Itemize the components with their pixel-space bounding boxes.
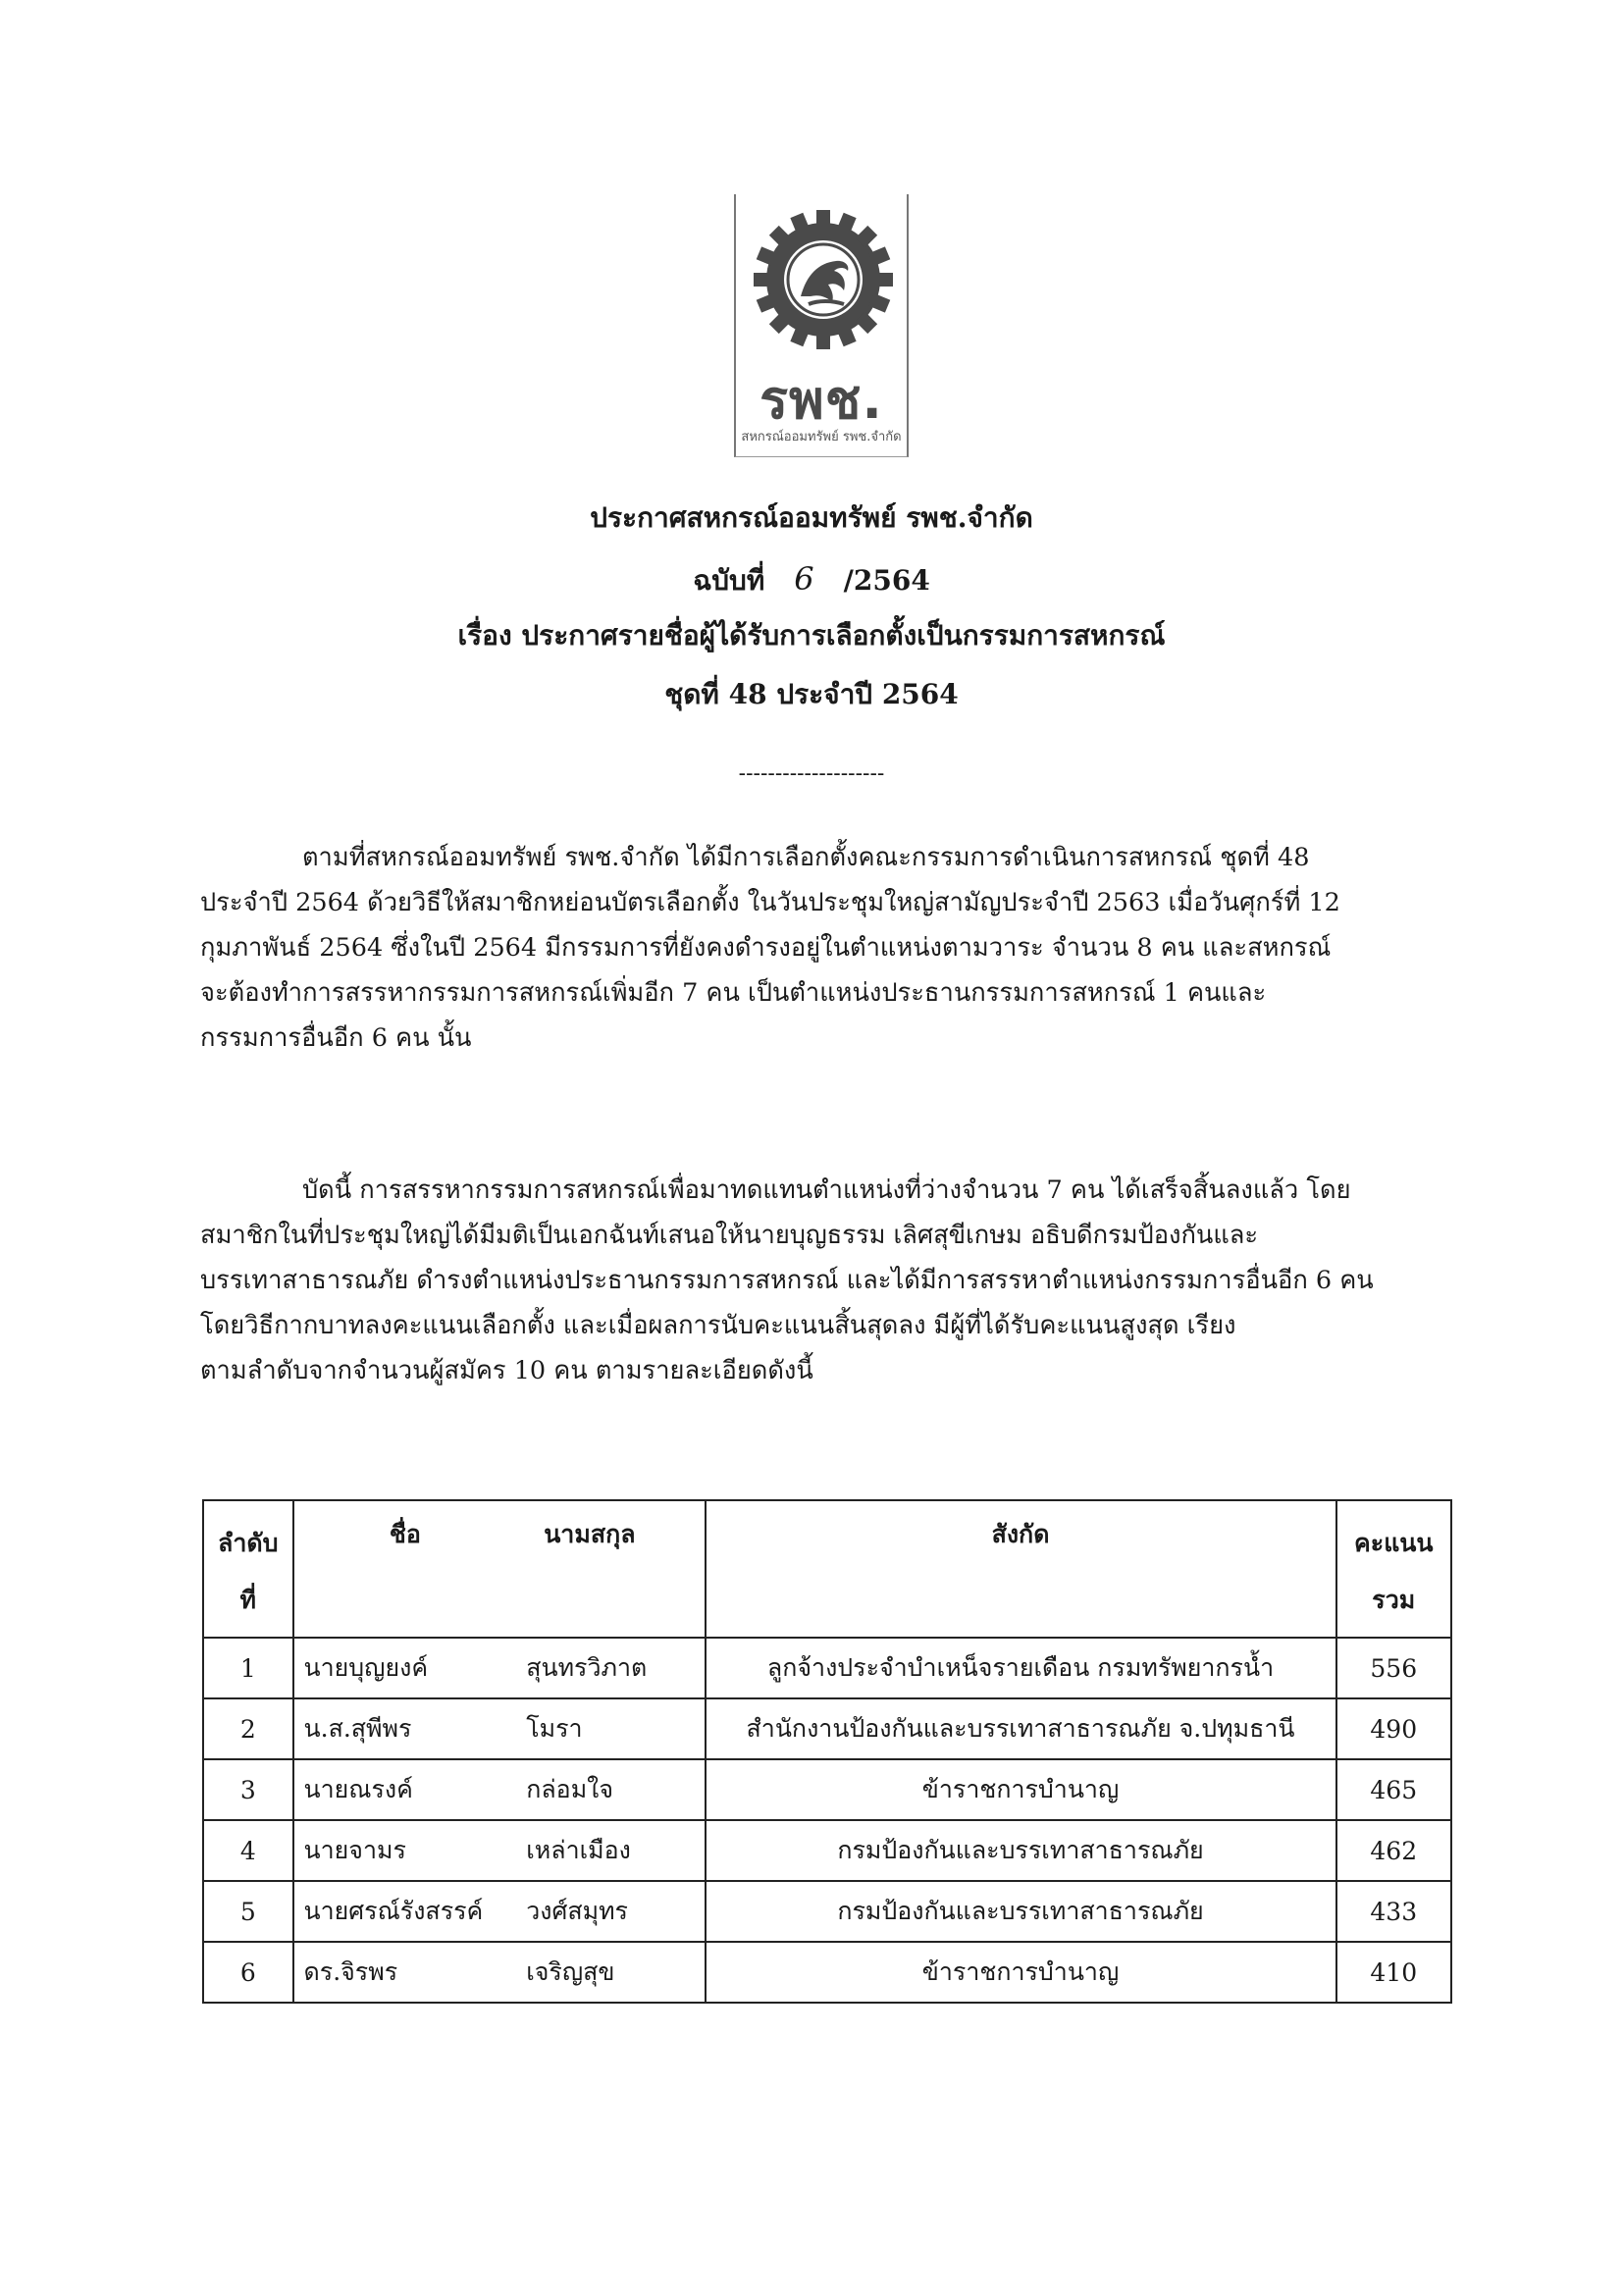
gear-emblem-icon [750, 206, 897, 353]
paragraph-result [200, 1168, 1452, 1393]
cell-no: 5 [203, 1881, 293, 1942]
cell-score: 433 [1336, 1881, 1451, 1942]
table-row [203, 1638, 1451, 1698]
paragraph-line: กุมภาพันธ์ 2564 ซึ่งในปี 2564 มีกรรมการที่ยังคงดำรงอยู่ในตำแหน่งตามวาระ จำนวน 8 คน และสหกรณ์ [200, 933, 1332, 963]
paragraph-line: จะต้องทำการสรรหากรรมการสหกรณ์เพิ่มอีก 7 คน เป็นตำแหน่งประธานกรรมการสหกรณ์ 1 คนและ [200, 978, 1267, 1008]
header-affiliation: สังกัด [706, 1500, 1336, 1638]
cell-last-name: เจริญสุข [516, 1942, 705, 2003]
cell-affiliation: ข้าราชการบำนาญ [706, 1942, 1336, 2003]
paragraph-line: ตามลำดับจากจำนวนผู้สมัคร 10 คน ตามรายละเอียดดังนี้ [200, 1356, 813, 1385]
issue-suffix: /2564 [843, 564, 930, 597]
table-row [203, 1881, 1451, 1942]
announcement-issue [294, 560, 1329, 598]
paragraph-line: บัดนี้ การสรรหากรรมการสหกรณ์เพื่อมาทดแทนตำแหน่งที่ว่างจำนวน 7 คน ได้เสร็จสิ้นลงแล้ว โดย [302, 1175, 1351, 1205]
header-first-name: ชื่อ [293, 1500, 517, 1638]
paragraph-line: ตามที่สหกรณ์ออมทรัพย์ รพช.จำกัด ได้มีการเลือกตั้งคณะกรรมการดำเนินการสหกรณ์ ชุดที่ 48 [302, 843, 1310, 872]
cell-first-name: น.ส.สุพีพร [293, 1698, 517, 1759]
cell-score: 490 [1336, 1698, 1451, 1759]
cell-score: 410 [1336, 1942, 1451, 2003]
cell-last-name: สุนทรวิภาต [516, 1638, 705, 1698]
cell-score: 465 [1336, 1759, 1451, 1820]
paragraph-background [200, 835, 1452, 1061]
divider: -------------------- [738, 761, 885, 786]
cell-affiliation: ข้าราชการบำนาญ [706, 1759, 1336, 1820]
cell-score: 556 [1336, 1638, 1451, 1698]
cell-last-name: วงศ์สมุทร [516, 1881, 705, 1942]
header-score: คะแนน รวม [1336, 1500, 1451, 1638]
table-header-row [203, 1500, 1451, 1638]
announcement-title: ประกาศสหกรณ์ออมทรัพย์ รพช.จำกัด [590, 501, 1033, 534]
cell-last-name: โมรา [516, 1698, 705, 1759]
cell-last-name: เหล่าเมือง [516, 1820, 705, 1881]
cell-no: 1 [203, 1638, 293, 1698]
issue-prefix: ฉบับที่ [693, 564, 765, 597]
paragraph-line: กรรมการอื่นอีก 6 คน นั้น [200, 1023, 472, 1053]
cell-no: 3 [203, 1759, 293, 1820]
cell-affiliation: สำนักงานป้องกันและบรรเทาสาธารณภัย จ.ปทุมธานี [706, 1698, 1336, 1759]
paragraph-line: โดยวิธีกากบาทลงคะแนนเลือกตั้ง และเมื่อผลการนับคะแนนสิ้นสุดลง มีผู้ที่ได้รับคะแนนสูงสุด เรียง [200, 1311, 1236, 1340]
paragraph-line: สมาชิกในที่ประชุมใหญ่ได้มีมติเป็นเอกฉันท์เสนอให้นายบุญธรรม เลิศสุขีเกษม อธิบดีกรมป้องกันและ [200, 1221, 1259, 1250]
election-results-table [202, 1499, 1452, 2004]
cell-no: 4 [203, 1820, 293, 1881]
announcement-series: ชุดที่ 48 ประจำปี 2564 [664, 678, 959, 710]
announcement-subject: เรื่อง ประกาศรายชื่อผู้ได้รับการเลือกตั้งเป็นกรรมการสหกรณ์ [457, 619, 1166, 652]
cell-first-name: นายศรณ์รังสรรค์ [293, 1881, 517, 1942]
cell-affiliation: ลูกจ้างประจำบำเหน็จรายเดือน กรมทรัพยากรน้ำ [706, 1638, 1336, 1698]
header-last-name: นามสกุล [516, 1500, 705, 1638]
cell-affiliation: กรมป้องกันและบรรเทาสาธารณภัย [706, 1881, 1336, 1942]
table-row [203, 1942, 1451, 2003]
issue-number: 6 [794, 560, 814, 598]
cell-first-name: นายจามร [293, 1820, 517, 1881]
table-row [203, 1820, 1451, 1881]
cell-first-name: นายบุญยงค์ [293, 1638, 517, 1698]
logo-abbreviation: รพช. [759, 369, 883, 431]
paragraph-line: บรรเทาสาธารณภัย ดำรงตำแหน่งประธานกรรมการสหกรณ์ และได้มีการสรรหาตำแหน่งกรรมการอื่นอีก 6 คน [200, 1266, 1374, 1295]
table-row [203, 1759, 1451, 1820]
table-row [203, 1698, 1451, 1759]
cell-no: 2 [203, 1698, 293, 1759]
cooperative-logo [734, 194, 909, 457]
logo-subtitle: สหกรณ์ออมทรัพย์ รพช.จำกัด [741, 430, 902, 444]
paragraph-line: ประจำปี 2564 ด้วยวิธีให้สมาชิกหย่อนบัตรเลือกตั้ง ในวันประชุมใหญ่สามัญประจำปี 2563 เมื่อวันศุกร์ที่ 12 [200, 888, 1340, 917]
cell-first-name: นายณรงค์ [293, 1759, 517, 1820]
cell-last-name: กล่อมใจ [516, 1759, 705, 1820]
cell-first-name: ดร.จิรพร [293, 1942, 517, 2003]
cell-score: 462 [1336, 1820, 1451, 1881]
cell-affiliation: กรมป้องกันและบรรเทาสาธารณภัย [706, 1820, 1336, 1881]
header-no: ลำดับ ที่ [203, 1500, 293, 1638]
cell-no: 6 [203, 1942, 293, 2003]
